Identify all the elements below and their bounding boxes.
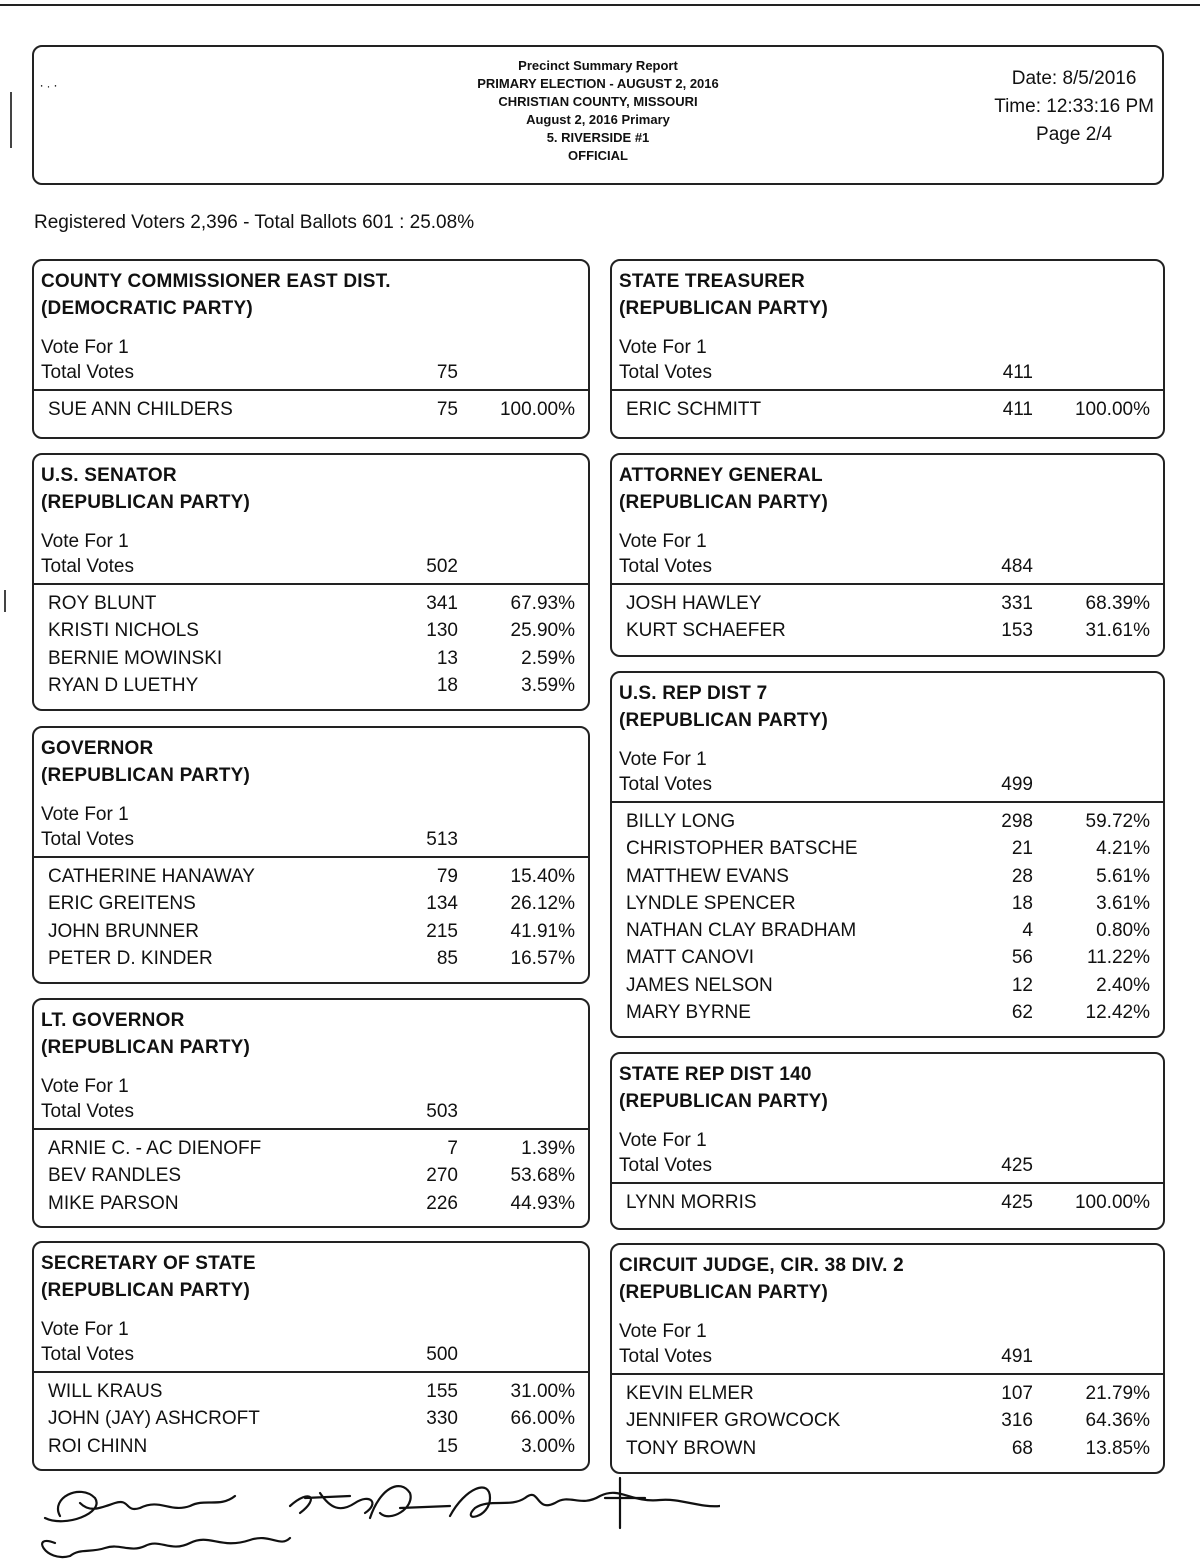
race-box [610,453,1165,657]
candidate-list [34,866,588,975]
separator-line [34,389,588,391]
separator-line [34,856,588,858]
candidate-name: BERNIE MOWINSKI [48,647,223,669]
separator-line [612,801,1163,803]
candidate-percent: 25.90% [510,620,575,642]
candidate-votes: 79 [436,866,458,887]
page-number: Page 2/4 [1036,124,1113,145]
total-votes-label: Total Votes [41,1101,134,1122]
candidate-votes: 12 [1011,974,1033,996]
candidate-name: MATTHEW EVANS [626,865,789,887]
candidate-name: ROY BLUNT [48,593,157,614]
report-title-block [34,57,1162,165]
total-votes-value: 502 [426,556,458,577]
candidate-votes: 18 [436,674,458,696]
candidate-name: BEV RANDLES [48,1165,182,1187]
race-title [41,462,250,516]
separator-line [612,583,1163,585]
candidate-percent: 11.22% [1086,947,1150,969]
left-edge-mark [10,92,12,148]
race-office: STATE TREASURER [619,271,805,292]
total-votes-label: Total Votes [619,1155,712,1176]
total-votes-label: Total Votes [619,774,712,795]
candidate-percent: 3.00% [521,1435,575,1457]
candidate-name: LYNDLE SPENCER [626,892,796,914]
candidate-name: NATHAN CLAY BRADHAM [626,920,857,942]
total-votes-value: 500 [426,1344,458,1365]
candidate-percent: 31.61% [1085,620,1150,642]
candidate-name: KURT SCHAEFER [626,620,786,642]
top-border-line [0,4,1200,6]
candidate-percent: 2.59% [521,647,575,669]
vote-for-label: Vote For 1 [41,1319,129,1340]
candidate-row [612,1438,1163,1465]
total-votes-label: Total Votes [41,1344,134,1365]
candidate-row [612,399,1163,426]
total-votes-label: Total Votes [619,556,712,577]
candidate-row [34,921,588,948]
candidate-list [612,399,1163,426]
candidate-votes: 13 [436,647,458,669]
candidate-votes: 298 [1001,811,1033,832]
candidate-percent: 1.39% [521,1138,575,1159]
report-meta [994,65,1154,149]
candidate-percent: 26.12% [510,893,575,915]
candidate-list [34,399,588,426]
candidate-name: ARNIE C. - AC DIENOFF [48,1138,262,1159]
race-title [41,735,250,789]
race-office: ATTORNEY GENERAL [619,465,823,486]
candidate-list [612,811,1163,1029]
candidate-name: SUE ANN CHILDERS [48,399,233,420]
candidate-votes: 75 [436,399,458,420]
candidate-votes: 215 [426,920,458,942]
race-title [619,268,828,322]
race-title [41,1007,250,1061]
left-edge-mark-2 [4,590,6,612]
candidate-row [34,399,588,426]
county-name: CHRISTIAN COUNTY, MISSOURI [498,94,698,109]
report-time: Time: 12:33:16 PM [994,96,1154,117]
total-votes-label: Total Votes [41,362,134,383]
race-office: GOVERNOR [41,738,154,759]
candidate-name: JOHN (JAY) ASHCROFT [48,1408,260,1430]
candidate-percent: 13.85% [1085,1437,1150,1459]
candidate-name: MIKE PARSON [48,1192,179,1214]
race-party: (REPUBLICAN PARTY) [41,765,251,786]
race-box [32,259,590,439]
separator-line [34,583,588,585]
candidate-name: CHRISTOPHER BATSCHE [626,838,858,860]
candidate-row [612,866,1163,893]
candidate-row [612,947,1163,974]
election-date: August 2, 2016 Primary [526,112,670,127]
candidate-row [34,1165,588,1192]
candidate-percent: 66.00% [510,1408,575,1430]
race-title [41,268,391,322]
race-title [619,1061,828,1115]
total-votes-value: 411 [1002,362,1033,383]
candidate-row [34,893,588,920]
candidate-votes: 130 [426,620,458,642]
candidate-percent: 100.00% [1074,399,1150,420]
candidate-name: JOSH HAWLEY [626,593,762,614]
candidate-votes: 68 [1011,1437,1033,1459]
candidate-votes: 153 [1001,620,1033,642]
candidate-percent: 3.61% [1096,892,1150,914]
candidate-row [34,1138,588,1165]
vote-for-label: Vote For 1 [41,804,129,825]
candidate-percent: 15.40% [510,866,575,887]
race-office: U.S. REP DIST 7 [619,683,768,704]
vote-for-label: Vote For 1 [619,1321,707,1342]
candidate-percent: 0.80% [1096,920,1150,942]
official-signatures [20,1468,720,1565]
race-title [619,462,828,516]
candidate-votes: 21 [1011,838,1033,860]
candidate-percent: 2.40% [1096,974,1150,996]
race-party: (REPUBLICAN PARTY) [41,492,251,513]
candidate-list [612,593,1163,648]
race-box [32,1241,590,1471]
candidate-row [612,1192,1163,1219]
race-party: (REPUBLICAN PARTY) [41,1037,251,1058]
report-date: Date: 8/5/2016 [1011,68,1137,89]
candidate-percent: 53.68% [510,1165,575,1187]
candidate-name: KEVIN ELMER [626,1383,754,1404]
separator-line [612,1373,1163,1375]
race-office: U.S. SENATOR [41,465,177,486]
candidate-name: TONY BROWN [626,1437,757,1459]
candidate-row [612,838,1163,865]
election-name: PRIMARY ELECTION - AUGUST 2, 2016 [477,76,719,91]
candidate-votes: 330 [426,1408,458,1430]
candidate-row [612,1383,1163,1410]
race-office: LT. GOVERNOR [41,1010,185,1031]
candidate-row [34,620,588,647]
candidate-name: ERIC SCHMITT [626,399,762,420]
candidate-name: RYAN D LUETHY [48,674,199,696]
separator-line [34,1128,588,1130]
race-title [619,1252,904,1306]
total-votes-value: 513 [426,829,458,850]
total-votes-value: 503 [426,1101,458,1122]
candidate-name: MARY BYRNE [626,1002,751,1024]
race-box [610,671,1165,1038]
total-votes-value: 484 [1001,556,1033,577]
race-office: STATE REP DIST 140 [619,1064,812,1085]
candidate-row [612,920,1163,947]
candidate-row [34,866,588,893]
candidate-name: ROI CHINN [48,1435,148,1457]
candidate-name: JENNIFER GROWCOCK [626,1410,841,1432]
candidate-row [612,593,1163,620]
candidate-row [34,593,588,620]
candidate-name: CATHERINE HANAWAY [48,866,255,887]
precinct-name: 5. RIVERSIDE #1 [546,130,650,145]
race-title [41,1250,256,1304]
vote-for-label: Vote For 1 [41,1076,129,1097]
total-votes-label: Total Votes [619,362,712,383]
candidate-name: WILL KRAUS [48,1381,163,1402]
candidate-percent: 3.59% [521,674,575,696]
total-votes-value: 75 [436,362,458,383]
vote-for-label: Vote For 1 [619,531,707,552]
candidate-percent: 16.57% [510,947,575,969]
candidate-votes: 107 [1001,1383,1033,1404]
candidate-percent: 100.00% [1074,1192,1150,1213]
report-header [32,45,1164,185]
race-title [619,680,828,734]
candidate-votes: 155 [426,1381,458,1402]
candidate-list [612,1383,1163,1465]
scan-artifact: ⸱ · ⸱ [40,79,58,93]
race-box [610,1243,1165,1474]
report-title: Precinct Summary Report [518,58,678,73]
candidate-votes: 15 [436,1435,458,1457]
candidate-votes: 4 [1022,920,1033,942]
candidate-row [612,1410,1163,1437]
candidate-percent: 64.36% [1085,1410,1150,1432]
candidate-row [34,675,588,702]
candidate-percent: 21.79% [1085,1383,1150,1404]
candidate-votes: 56 [1011,947,1033,969]
candidate-percent: 67.93% [510,593,575,614]
candidate-list [34,593,588,702]
total-votes-label: Total Votes [619,1346,712,1367]
separator-line [612,389,1163,391]
candidate-row [34,1193,588,1220]
race-box [32,998,590,1228]
candidate-row [612,893,1163,920]
official-status: OFFICIAL [568,148,628,163]
race-office: SECRETARY OF STATE [41,1253,256,1274]
race-party: (REPUBLICAN PARTY) [619,298,829,319]
candidate-name: KRISTI NICHOLS [48,620,199,642]
candidate-name: JOHN BRUNNER [48,920,199,942]
candidate-percent: 4.21% [1096,838,1150,860]
candidate-row [612,1002,1163,1029]
separator-line [34,1371,588,1373]
vote-for-label: Vote For 1 [619,337,707,358]
total-votes-value: 491 [1001,1346,1033,1367]
candidate-votes: 411 [1002,399,1033,420]
candidate-votes: 331 [1001,593,1033,614]
total-votes-value: 425 [1001,1155,1033,1176]
race-box [32,726,590,984]
race-box [32,453,590,711]
candidate-votes: 425 [1001,1192,1033,1213]
candidate-votes: 7 [447,1138,458,1159]
vote-for-label: Vote For 1 [41,531,129,552]
candidate-percent: 41.91% [510,920,575,942]
candidate-votes: 62 [1011,1002,1033,1024]
candidate-votes: 226 [426,1192,458,1214]
candidate-name: PETER D. KINDER [48,947,213,969]
vote-for-label: Vote For 1 [619,749,707,770]
candidate-percent: 100.00% [499,399,575,420]
candidate-votes: 134 [426,893,458,915]
candidate-name: MATT CANOVI [626,947,755,969]
candidate-percent: 59.72% [1085,811,1150,832]
candidate-row [612,620,1163,647]
candidate-percent: 31.00% [510,1381,575,1402]
registered-voters-summary: Registered Voters 2,396 - Total Ballots 601 : 25.08% [34,212,475,233]
candidate-name: LYNN MORRIS [626,1192,757,1213]
candidate-row [34,948,588,975]
race-office: CIRCUIT JUDGE, CIR. 38 DIV. 2 [619,1255,904,1276]
candidate-row [612,975,1163,1002]
race-party: (DEMOCRATIC PARTY) [41,298,253,319]
candidate-row [34,1436,588,1463]
candidate-row [34,648,588,675]
race-box [610,1052,1165,1230]
candidate-percent: 44.93% [510,1192,575,1214]
candidate-row [34,1381,588,1408]
candidate-votes: 18 [1011,892,1033,914]
total-votes-label: Total Votes [41,556,134,577]
candidate-votes: 28 [1011,865,1033,887]
candidate-percent: 5.61% [1096,865,1150,887]
separator-line [612,1182,1163,1184]
race-party: (REPUBLICAN PARTY) [41,1280,251,1301]
candidate-name: JAMES NELSON [626,974,773,996]
candidate-votes: 270 [426,1165,458,1187]
race-party: (REPUBLICAN PARTY) [619,710,829,731]
vote-for-label: Vote For 1 [41,337,129,358]
race-party: (REPUBLICAN PARTY) [619,1282,829,1303]
candidate-row [612,811,1163,838]
race-party: (REPUBLICAN PARTY) [619,492,829,513]
race-office: COUNTY COMMISSIONER EAST DIST. [41,271,391,292]
candidate-list [612,1192,1163,1219]
candidate-row [34,1408,588,1435]
candidate-name: BILLY LONG [626,811,736,832]
candidate-votes: 316 [1001,1410,1033,1432]
candidate-votes: 85 [436,947,458,969]
race-party: (REPUBLICAN PARTY) [619,1091,829,1112]
total-votes-label: Total Votes [41,829,134,850]
race-box [610,259,1165,439]
candidate-percent: 12.42% [1085,1002,1150,1024]
candidate-percent: 68.39% [1085,593,1150,614]
vote-for-label: Vote For 1 [619,1130,707,1151]
candidate-name: ERIC GREITENS [48,893,196,915]
candidate-list [34,1381,588,1463]
total-votes-value: 499 [1001,774,1033,795]
candidate-votes: 341 [426,593,458,614]
candidate-list [34,1138,588,1220]
